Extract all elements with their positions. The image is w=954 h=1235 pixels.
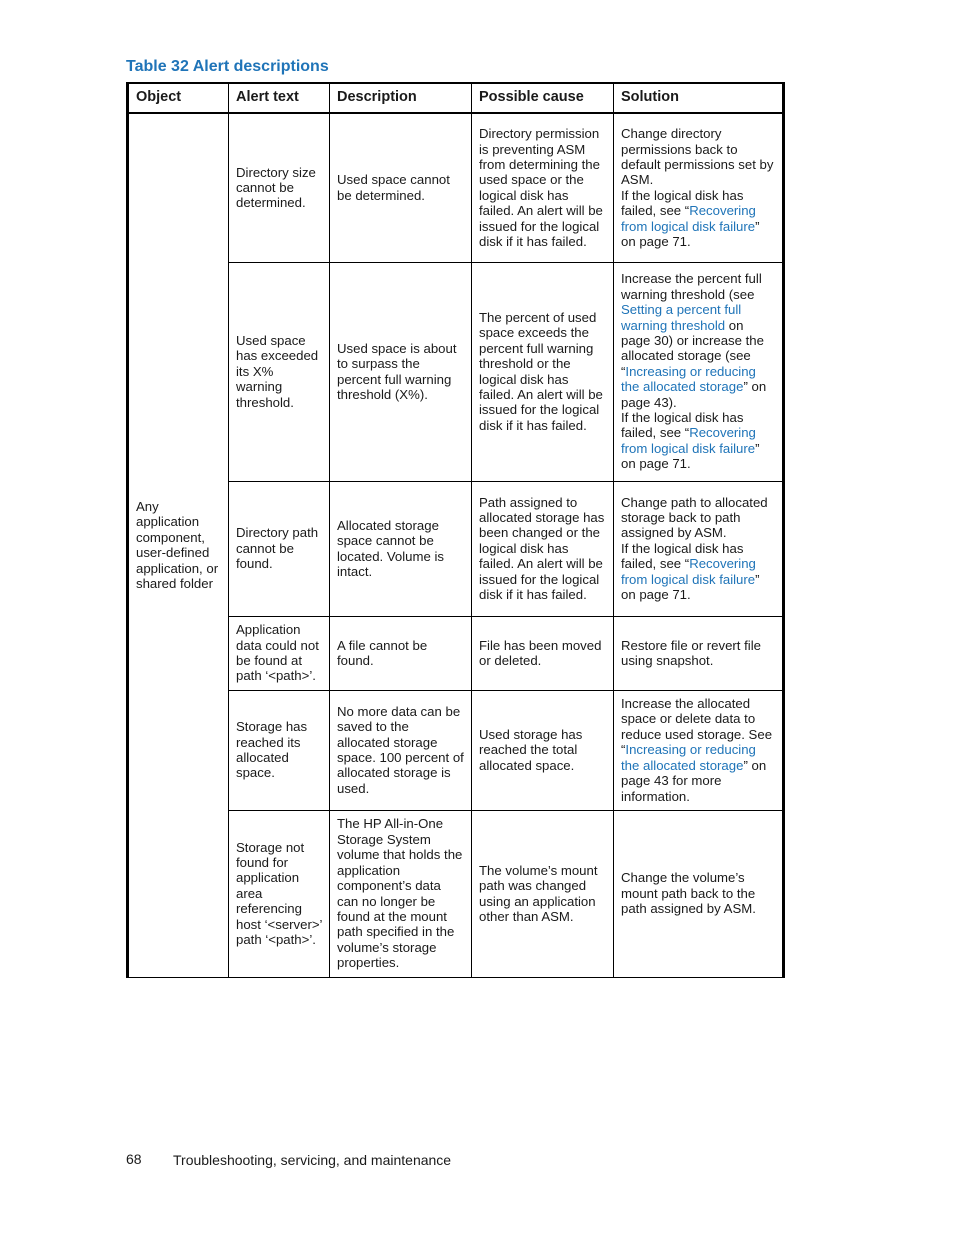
- solution-text: If the logical disk has failed, see “: [621, 540, 744, 572]
- solution-text: ” on page 71.: [621, 218, 760, 249]
- table-caption: Table 32 Alert descriptions: [126, 58, 329, 75]
- solution-cell: [614, 481, 784, 616]
- solution-text: Change path to allocated storage back to path assigned by ASM.: [621, 494, 768, 541]
- solution-cell: [614, 113, 784, 262]
- description-cell: No more data can be saved to the allocated storage space. 100 percent of allocated storage is used.: [330, 690, 472, 810]
- table-body: [128, 113, 784, 977]
- alert-text-cell: Directory size cannot be determined.: [229, 113, 330, 262]
- solution-paragraph: [621, 410, 776, 472]
- solution-paragraph: [621, 495, 776, 541]
- description-cell: A file cannot be found.: [330, 616, 472, 690]
- solution-text: ” on page 43 for more information.: [621, 757, 767, 804]
- solution-text: Change directory permissions back to default permissions set by ASM.: [621, 126, 774, 188]
- object-cell: Any application component, user-defined application, or shared folder: [128, 113, 229, 977]
- possible-cause-cell: Used storage has reached the total allocated space.: [472, 690, 614, 810]
- solution-paragraph: [621, 126, 776, 188]
- solution-text: ” on page 71.: [621, 440, 760, 472]
- header-alert-text: Alert text: [229, 83, 330, 113]
- page-number: 68: [126, 1151, 142, 1167]
- solution-paragraph: [621, 870, 776, 916]
- possible-cause-cell: Directory permission is preventing ASM from determining the used space or the logical disk has failed. An alert will be issued for the logical disk if it has failed.: [472, 113, 614, 262]
- solution-paragraph: [621, 271, 776, 410]
- description-cell: The HP All-in-One Storage System volume that holds the application component’s data can no longer be found at the mount path specified in the volume’s storage properties.: [330, 810, 472, 977]
- description-cell: Used space cannot be determined.: [330, 113, 472, 262]
- solution-text: Change the volume’s mount path back to the path assigned by ASM.: [621, 870, 756, 917]
- footer-section-title: Troubleshooting, servicing, and maintenance: [173, 1152, 452, 1168]
- solution-paragraph: [621, 696, 776, 804]
- alert-descriptions-table: [126, 82, 785, 978]
- solution-text: on page 30) or increase the allocated storage (see “: [621, 317, 764, 379]
- alert-text-cell: Used space has exceeded its X% warning threshold.: [229, 262, 330, 481]
- solution-cell: [614, 690, 784, 810]
- alert-text-cell: Directory path cannot be found.: [229, 481, 330, 616]
- solution-cell: [614, 616, 784, 690]
- solution-paragraph: [621, 188, 776, 250]
- possible-cause-cell: The volume’s mount path was changed using an application other than ASM.: [472, 810, 614, 977]
- solution-cell: [614, 810, 784, 977]
- table-header-row: [128, 83, 784, 113]
- cross-reference-link[interactable]: Recovering from logical disk failure: [621, 425, 756, 456]
- solution-text: Restore file or revert file using snapshot.: [621, 637, 761, 668]
- header-object: Object: [128, 83, 229, 113]
- solution-paragraph: [621, 541, 776, 603]
- header-solution: Solution: [614, 83, 784, 113]
- alert-text-cell: Storage has reached its allocated space.: [229, 690, 330, 810]
- possible-cause-cell: File has been moved or deleted.: [472, 616, 614, 690]
- possible-cause-cell: The percent of used space exceeds the percent full warning threshold or the logical disk has failed. An alert will be issued for the logical disk if it has failed.: [472, 262, 614, 481]
- solution-paragraph: [621, 638, 776, 669]
- solution-text: Increase the percent full warning threshold (see: [621, 271, 762, 302]
- cross-reference-link[interactable]: Setting a percent full warning threshold: [621, 302, 742, 333]
- alert-text-cell: Application data could not be found at path ‘<path>’.: [229, 616, 330, 690]
- solution-cell: [614, 262, 784, 481]
- cross-reference-link[interactable]: Increasing or reducing the allocated storage: [621, 742, 756, 773]
- cross-reference-link[interactable]: Increasing or reducing the allocated storage: [621, 363, 756, 395]
- possible-cause-cell: Path assigned to allocated storage has been changed or the logical disk has failed. An alert will be issued for the logical disk if it has failed.: [472, 481, 614, 616]
- description-cell: Used space is about to surpass the percent full warning threshold (X%).: [330, 262, 472, 481]
- solution-text: If the logical disk has failed, see “: [621, 410, 744, 441]
- description-cell: Allocated storage space cannot be located. Volume is intact.: [330, 481, 472, 616]
- header-possible-cause: Possible cause: [472, 83, 614, 113]
- alert-text-cell: Storage not found for application area referencing host ‘<server>’ path ‘<path>’.: [229, 810, 330, 977]
- header-description: Description: [330, 83, 472, 113]
- solution-text: ” on page 43).: [621, 379, 767, 410]
- table-row: [128, 113, 784, 262]
- cross-reference-link[interactable]: Recovering from logical disk failure: [621, 556, 756, 587]
- solution-text: If the logical disk has failed, see “: [621, 187, 744, 219]
- solution-text: ” on page 71.: [621, 571, 760, 603]
- solution-text: Increase the allocated space or delete data to reduce used storage. See “: [621, 696, 773, 758]
- cross-reference-link[interactable]: Recovering from logical disk failure: [621, 203, 756, 234]
